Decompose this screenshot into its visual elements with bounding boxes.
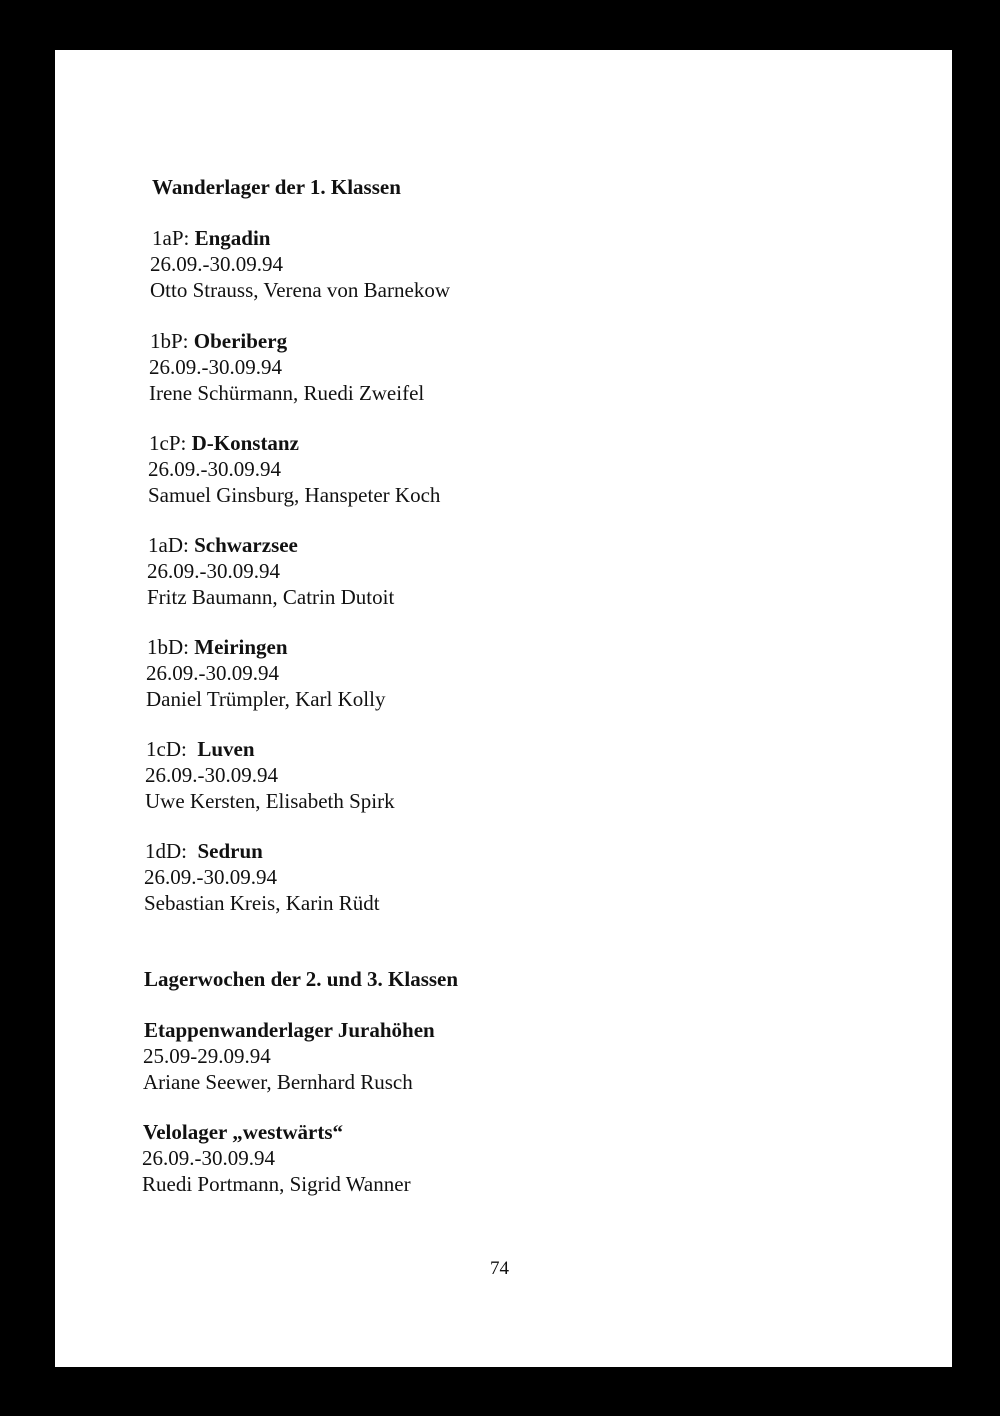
camp-dates: 26.09.-30.09.94 bbox=[146, 661, 279, 685]
class-code: 1dD: bbox=[145, 839, 187, 863]
camp-place: D-Konstanz bbox=[191, 431, 299, 455]
camp-leaders: Samuel Ginsburg, Hanspeter Koch bbox=[148, 483, 441, 507]
camp-dates: 26.09.-30.09.94 bbox=[149, 355, 282, 379]
section-heading: Lagerwochen der 2. und 3. Klassen bbox=[144, 967, 459, 991]
camp-dates: 26.09.-30.09.94 bbox=[150, 252, 283, 276]
class-code: 1bP: bbox=[150, 329, 189, 353]
camp-dates: 25.09-29.09.94 bbox=[143, 1044, 271, 1068]
camp-place: Luven bbox=[197, 737, 255, 761]
camp-dates: 26.09.-30.09.94 bbox=[145, 763, 278, 787]
document-page bbox=[55, 50, 952, 1367]
camp-place: Meiringen bbox=[194, 635, 288, 659]
camp-leaders: Irene Schürmann, Ruedi Zweifel bbox=[149, 381, 425, 405]
camp-dates: 26.09.-30.09.94 bbox=[148, 457, 281, 481]
class-code: 1bD: bbox=[147, 635, 189, 659]
page-number: 74 bbox=[490, 1258, 509, 1279]
camp-title: Etappenwanderlager Jurahöhen bbox=[144, 1018, 435, 1042]
camp-place: Oberiberg bbox=[193, 329, 288, 353]
class-code: 1aD: bbox=[148, 533, 189, 557]
camp-leaders: Fritz Baumann, Catrin Dutoit bbox=[147, 585, 395, 609]
camp-place: Schwarzsee bbox=[194, 533, 298, 557]
camp-dates: 26.09.-30.09.94 bbox=[144, 865, 277, 889]
camp-leaders: Otto Strauss, Verena von Barnekow bbox=[150, 278, 450, 302]
section-heading: Wanderlager der 1. Klassen bbox=[152, 175, 401, 199]
camp-leaders: Ariane Seewer, Bernhard Rusch bbox=[143, 1070, 413, 1094]
camp-dates: 26.09.-30.09.94 bbox=[147, 559, 280, 583]
camp-class-line bbox=[152, 225, 270, 251]
camp-title: Velolager „westwärts“ bbox=[143, 1120, 344, 1144]
camp-class-line bbox=[145, 838, 263, 864]
camp-class-line bbox=[147, 634, 288, 660]
class-code: 1cP: bbox=[149, 431, 187, 455]
camp-class-line bbox=[148, 532, 298, 558]
camp-class-line bbox=[150, 328, 287, 354]
camp-leaders: Daniel Trümpler, Karl Kolly bbox=[146, 687, 386, 711]
class-code: 1cD: bbox=[146, 737, 187, 761]
camp-leaders: Uwe Kersten, Elisabeth Spirk bbox=[145, 789, 395, 813]
camp-leaders: Ruedi Portmann, Sigrid Wanner bbox=[142, 1172, 411, 1196]
camp-class-line bbox=[146, 736, 255, 762]
camp-class-line bbox=[149, 430, 299, 456]
camp-dates: 26.09.-30.09.94 bbox=[142, 1146, 275, 1170]
class-code: 1aP: bbox=[152, 226, 190, 250]
camp-place: Engadin bbox=[194, 226, 271, 250]
camp-leaders: Sebastian Kreis, Karin Rüdt bbox=[144, 891, 380, 915]
camp-place: Sedrun bbox=[197, 839, 263, 863]
